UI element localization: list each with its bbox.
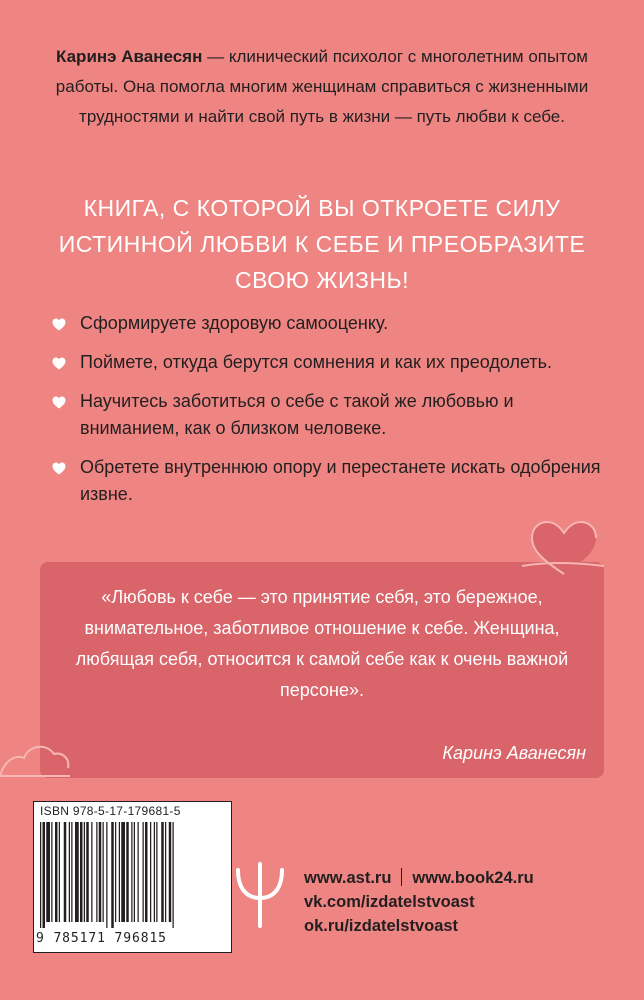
link-vk[interactable]: vk.com/izdatelstvoast xyxy=(304,893,475,911)
benefit-item xyxy=(52,454,612,508)
heart-icon xyxy=(52,396,66,409)
author-bio-text: — клинический психолог с многолетним опытом работы. Она помогла многим женщинам справиться с жизненными трудностями и найти свой путь в жизни — путь любви к себе. xyxy=(55,47,589,126)
benefit-text: Поймете, откуда берутся сомнения и как их преодолеть. xyxy=(80,352,553,372)
links-row-sites xyxy=(304,866,534,890)
psi-logo-icon xyxy=(234,862,286,930)
author-bio xyxy=(40,42,604,132)
link-separator xyxy=(401,868,402,886)
quote-author: Каринэ Аванесян xyxy=(442,743,586,763)
benefit-item xyxy=(52,349,612,376)
publisher-links xyxy=(304,866,534,938)
link-ok[interactable]: ok.ru/izdatelstvoast xyxy=(304,917,459,935)
quote-text: «Любовь к себе — это принятие себя, это бережное, внимательное, заботливое отношение к себе. Женщина, любящая себя, относится к самой себе как к очень важной персоне». xyxy=(75,587,569,700)
benefits-list xyxy=(52,310,612,520)
benefit-text: Обретете внутреннюю опору и перестанете искать одобрения извне. xyxy=(80,457,601,504)
heart-icon xyxy=(52,462,66,475)
link-book24[interactable]: www.book24.ru xyxy=(412,869,534,887)
barcode xyxy=(38,822,226,930)
author-name: Каринэ Аванесян xyxy=(56,47,203,66)
decorative-heart-icon xyxy=(516,516,608,580)
heart-icon xyxy=(52,318,66,331)
benefit-item xyxy=(52,388,612,442)
headline: КНИГА, С КОТОРОЙ ВЫ ОТКРОЕТЕ СИЛУ ИСТИННОЙ ЛЮБВИ К СЕБЕ И ПРЕОБРАЗИТЕ СВОЮ ЖИЗНЬ! xyxy=(58,195,586,293)
benefit-text: Сформируете здоровую самооценку. xyxy=(80,313,389,333)
benefit-item xyxy=(52,310,612,337)
isbn-label: ISBN 978-5-17-179681-5 xyxy=(40,804,181,818)
benefit-text: Научитесь заботиться о себе с такой же любовью и вниманием, как о близком человеке. xyxy=(80,391,514,438)
link-ast[interactable]: www.ast.ru xyxy=(304,869,392,887)
barcode-digits: 9 785171 796815 xyxy=(36,931,167,946)
heart-icon xyxy=(52,357,66,370)
decorative-cloud-icon xyxy=(0,740,80,780)
